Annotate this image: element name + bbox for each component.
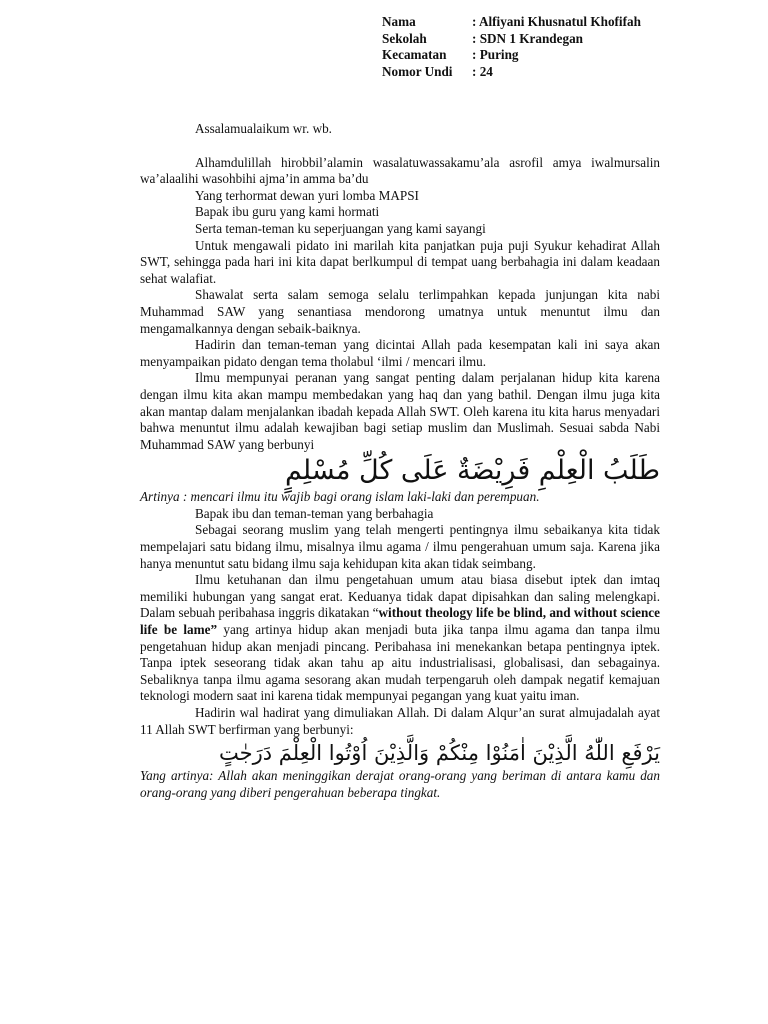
paragraph-iptek-imtaq — [140, 572, 660, 705]
spacer — [140, 138, 660, 155]
salutation-audience: Bapak ibu dan teman-teman yang berbahagia — [195, 505, 434, 521]
paragraph-text: Ilmu ketuhanan dan ilmu pengetahuan umum atau biasa disebut iptek dan imtaq memiliki hubungan yang sangat erat. Keduanya tidak dapat dipisahkan dan saling melengkapi. Dalam sebuah peribahasa inggris dikatakan “ — [140, 572, 660, 621]
salutation-teachers: Bapak ibu guru yang kami hormati — [195, 204, 380, 220]
identity-label: Nama — [382, 14, 416, 29]
paragraph-balance: Sebagai seorang muslim yang telah mengerti pentingnya ilmu sebaikanya kita tidak mempelajari satu bidang ilmu, misalnya ilmu agama / ilmu pengerahuan umum saja. Karena jika hanya menuntut satu bidang ilmu saja kehidupan kita akan tidak seimbang. — [140, 522, 660, 571]
identity-block — [382, 14, 641, 80]
paragraph-importance: Ilmu mempunyai peranan yang sangat penting dalam perjalanan hidup kita karena dengan ilmu kita akan mampu membedakan yang haq dan yang bathil. Dengan ilmu juga kita akan mantap dalam menjalankan ibadah kepada Allah SWT. Oleh karena itu kita harus menyadari bahwa menuntut ilmu adalah kewajiban bagi setiap muslim dan Muslimah. Sesuai sabda Nabi Muhammad SAW yang berbunyi — [140, 370, 660, 452]
identity-label: Kecamatan — [382, 47, 447, 62]
paragraph-gratitude: Untuk mengawali pidato ini marilah kita panjatkan puja puji Syukur kehadirat Allah SWT, sehingga pada hari ini kita dapat berlkumpul di tempat uang berbahagia ini dalam keadaan sehat walafiat. — [140, 237, 660, 286]
greeting: Assalamualaikum wr. wb. — [195, 121, 332, 136]
paragraph-text: yang artinya hidup akan menjadi buta jika tanpa ilmu agama dan tanpa ilmu pengetahuan hidup akan menjadi pincang. Peribahasa ini menekankan betapa pentingnya iptek. Tanpa iptek seseorang tidak akan tahu ap aitu industrialisasi, globalisasi, dan sebagainya. Sebaliknya tanpa ilmu agama sesorang akan mudah terpengaruh oleh dampak negatif kemajuan teknologi modern saat ini karena tidak mempunyai pegangan yang kuat yaitu iman. — [140, 622, 660, 704]
identity-row-name — [382, 14, 641, 31]
opening-praise: Alhamdulillah hirobbil’alamin wasalatuwassakamu’ala asrofil amya iwalmursalin wa’alaalihi wasohbihi ajma’in amma ba’du — [140, 154, 660, 187]
identity-row-school — [382, 31, 641, 48]
paragraph-theme: Hadirin dan teman-teman yang dicintai Allah pada kesempatan kali ini saya akan menyampaikan pidato dengan tema tholabul ‘ilmi / mencari ilmu. — [140, 337, 660, 369]
salutation-friends: Serta teman-teman ku seperjuangan yang kami sayangi — [195, 220, 486, 236]
identity-row-district — [382, 47, 641, 64]
identity-value: : Puring — [472, 47, 519, 62]
english-proverb: without theology life be blind, and without science life be lame” — [140, 605, 661, 638]
identity-label: Sekolah — [382, 30, 427, 46]
arabic-hadith: طَلَبُ الْعِلْمِ فَرِيْضَةٌ عَلَى كُلِّ مُسْلِمٍ — [284, 455, 660, 487]
identity-value: : SDN 1 Krandegan — [472, 30, 584, 46]
verse-translation: Yang artinya: Allah akan meninggikan derajat orang-orang yang beriman di antara kamu dan orang-orang yang diberi pengerahuan beberapa tingkat. — [140, 768, 660, 800]
identity-row-number — [382, 64, 641, 81]
identity-value: : Alfiyani Khusnatul Khofifah — [472, 14, 641, 29]
hadith-translation: Artinya : mencari ilmu itu wajib bagi orang islam laki-laki dan perempuan. — [140, 489, 540, 505]
identity-label: Nomor Undi — [382, 63, 453, 79]
identity-value: : 24 — [472, 63, 493, 79]
arabic-verse: يَرْفَعِ اللّٰهُ الَّذِيْنَ اٰمَنُوْا مِنْكُمْ وَالَّذِيْنَ اُوْتُوا الْعِلْمَ دَرَجٰتٍ — [219, 741, 660, 766]
salutation-jury: Yang terhormat dewan yuri lomba MAPSI — [195, 187, 419, 203]
paragraph-shalawat: Shawalat serta salam semoga selalu terlimpahkan kepada junjungan kita nabi Muhammad SAW yang senantiasa mendorong umatnya untuk menuntut ilmu dan mengamalkannya dengan sebaik-baiknya. — [140, 287, 660, 336]
paragraph-quran-intro: Hadirin wal hadirat yang dimuliakan Allah. Di dalam Alqur’an surat almujadalah ayat 11 Allah SWT berfirman yang berbunyi: — [140, 705, 660, 737]
speech-body — [140, 121, 660, 801]
